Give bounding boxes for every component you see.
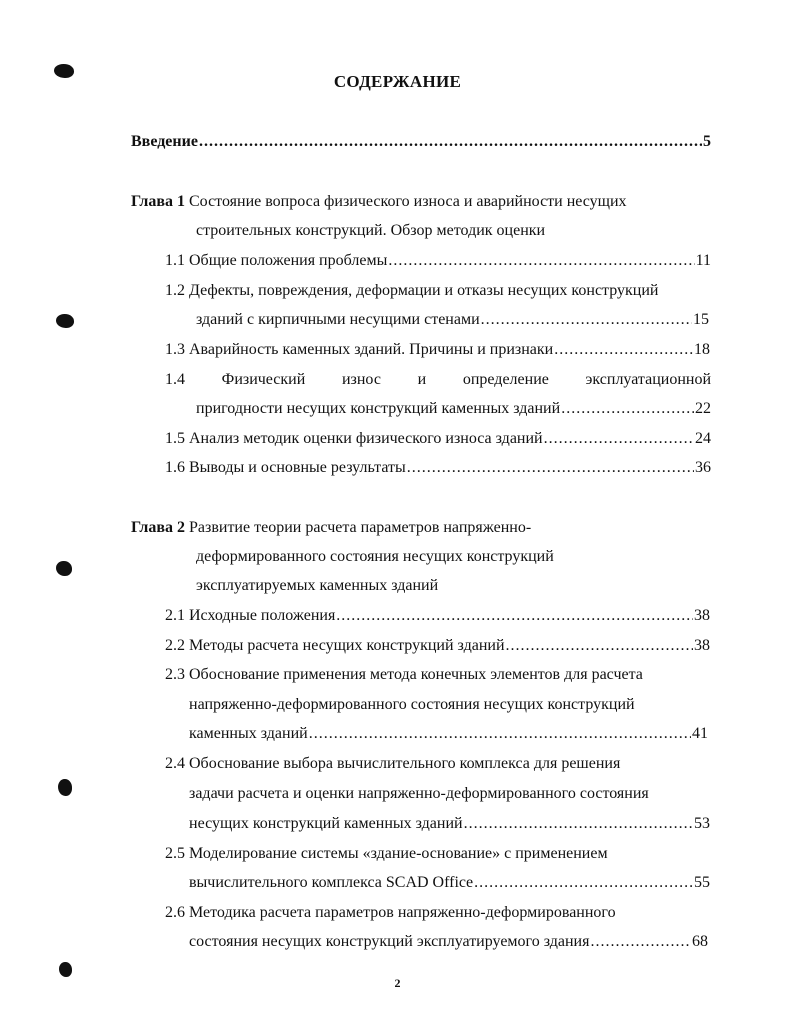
toc-page-number: 68 — [692, 933, 708, 950]
chapter1-title-line2: строительных конструкций. Обзор методик оценки — [196, 222, 546, 239]
toc-page-number: 55 — [694, 874, 710, 891]
toc-dot-leader — [554, 340, 693, 360]
toc-entry-2-4-line1: 2.4 Обоснование выбора вычислительного комплекса для решения — [165, 755, 621, 772]
toc-entry-1-6 — [165, 458, 711, 478]
toc-entry-1-1 — [165, 251, 711, 271]
toc-entry-2-6-line1: 2.6 Методика расчета параметров напряженно-деформированного — [165, 904, 616, 921]
toc-word: Физический — [221, 371, 306, 388]
toc-entry-label: каменных зданий — [189, 725, 308, 742]
toc-page-number: 53 — [694, 815, 710, 832]
toc-page-number: 41 — [692, 725, 708, 742]
toc-entry-label: 1.1 Общие положения проблемы — [165, 252, 388, 269]
chapter2-title-line1: Развитие теории расчета параметров напряженно- — [189, 519, 532, 536]
toc-page-number: 38 — [694, 637, 710, 654]
toc-entry-label: 1.5 Анализ методик оценки физического износа зданий — [165, 430, 543, 447]
toc-entry-2-3-line1: 2.3 Обоснование применения метода конечных элементов для расчета — [165, 666, 643, 683]
toc-page-number: 5 — [703, 133, 711, 150]
toc-dot-leader — [544, 429, 694, 449]
chapter1-heading — [131, 192, 627, 212]
toc-word: износ — [341, 371, 381, 388]
toc-entry-label: Введение — [131, 133, 198, 150]
toc-dot-leader — [336, 606, 693, 626]
toc-entry-2-4 — [189, 814, 710, 834]
page-title: СОДЕРЖАНИЕ — [333, 72, 462, 91]
chapter2-title-line3: эксплуатируемых каменных зданий — [196, 577, 439, 594]
toc-entry-label: зданий с кирпичными несущими стенами — [196, 311, 480, 328]
toc-dot-leader — [309, 724, 691, 744]
toc-entry-1-2-line1: 1.2 Дефекты, повреждения, деформации и отказы несущих конструкций — [165, 282, 659, 299]
toc-dot-leader — [199, 132, 702, 152]
toc-entry-2-1 — [165, 606, 710, 626]
toc-page-number: 15 — [693, 311, 709, 328]
toc-entry-1-4-line1 — [165, 370, 711, 390]
toc-entry-2-4-line2: задачи расчета и оценки напряженно-деформированного состояния — [189, 785, 649, 802]
chapter1-title-line1: Состояние вопроса физического износа и аварийности несущих — [189, 193, 627, 210]
toc-dot-leader — [388, 251, 694, 271]
toc-entry-label: вычислительного комплекса SCAD Office — [189, 874, 474, 891]
toc-entry-label: несущих конструкций каменных зданий — [189, 815, 463, 832]
page-number: 2 — [394, 976, 401, 990]
chapter2-heading — [131, 518, 531, 538]
toc-dot-leader — [561, 399, 694, 419]
toc-entry-1-3 — [165, 340, 710, 360]
toc-entry-label: состояния несущих конструкций эксплуатируемого здания — [189, 933, 590, 950]
toc-page-number: 18 — [694, 341, 710, 358]
toc-entry-2-6 — [189, 932, 708, 952]
toc-entry-2-2 — [165, 636, 710, 656]
toc-page-number: 38 — [694, 607, 710, 624]
toc-word: эксплуатационной — [585, 371, 711, 388]
toc-page-number: 36 — [695, 459, 711, 476]
toc-entry-intro — [131, 132, 711, 152]
punch-hole-mark — [56, 561, 72, 576]
toc-entry-label: 1.6 Выводы и основные результаты — [165, 459, 406, 476]
toc-entry-1-2 — [196, 310, 709, 330]
toc-word: и — [417, 371, 427, 388]
punch-hole-mark — [56, 314, 74, 328]
toc-entry-2-5 — [189, 873, 710, 893]
toc-dot-leader — [464, 814, 693, 834]
toc-dot-leader — [506, 636, 693, 656]
toc-dot-leader — [481, 310, 692, 330]
toc-entry-label: 1.3 Аварийность каменных зданий. Причины и признаки — [165, 341, 554, 358]
toc-entry-label: 2.2 Методы расчета несущих конструкций зданий — [165, 637, 505, 654]
toc-page-number: 24 — [695, 430, 711, 447]
toc-entry-2-5-line1: 2.5 Моделирование системы «здание-основание» с применением — [165, 845, 608, 862]
toc-word: определение — [462, 371, 549, 388]
toc-dot-leader — [407, 458, 694, 478]
toc-dot-leader — [590, 932, 691, 952]
toc-page-number: 11 — [695, 252, 711, 269]
chapter2-title-line2: деформированного состояния несущих конструкций — [196, 548, 554, 565]
toc-word: 1.4 — [165, 371, 185, 388]
chapter1-prefix: Глава 1 — [131, 193, 185, 210]
toc-entry-1-5 — [165, 429, 711, 449]
toc-dot-leader — [474, 873, 693, 893]
toc-entry-2-3-line2: напряженно-деформированного состояния несущих конструкций — [189, 696, 635, 713]
punch-hole-mark — [58, 779, 72, 796]
chapter2-prefix: Глава 2 — [131, 519, 185, 536]
toc-entry-label: 2.1 Исходные положения — [165, 607, 336, 624]
toc-entry-label: пригодности несущих конструкций каменных зданий — [196, 400, 561, 417]
punch-hole-mark — [59, 962, 72, 977]
toc-entry-2-3 — [189, 724, 708, 744]
toc-entry-1-4 — [196, 399, 711, 419]
toc-page-number: 22 — [695, 400, 711, 417]
